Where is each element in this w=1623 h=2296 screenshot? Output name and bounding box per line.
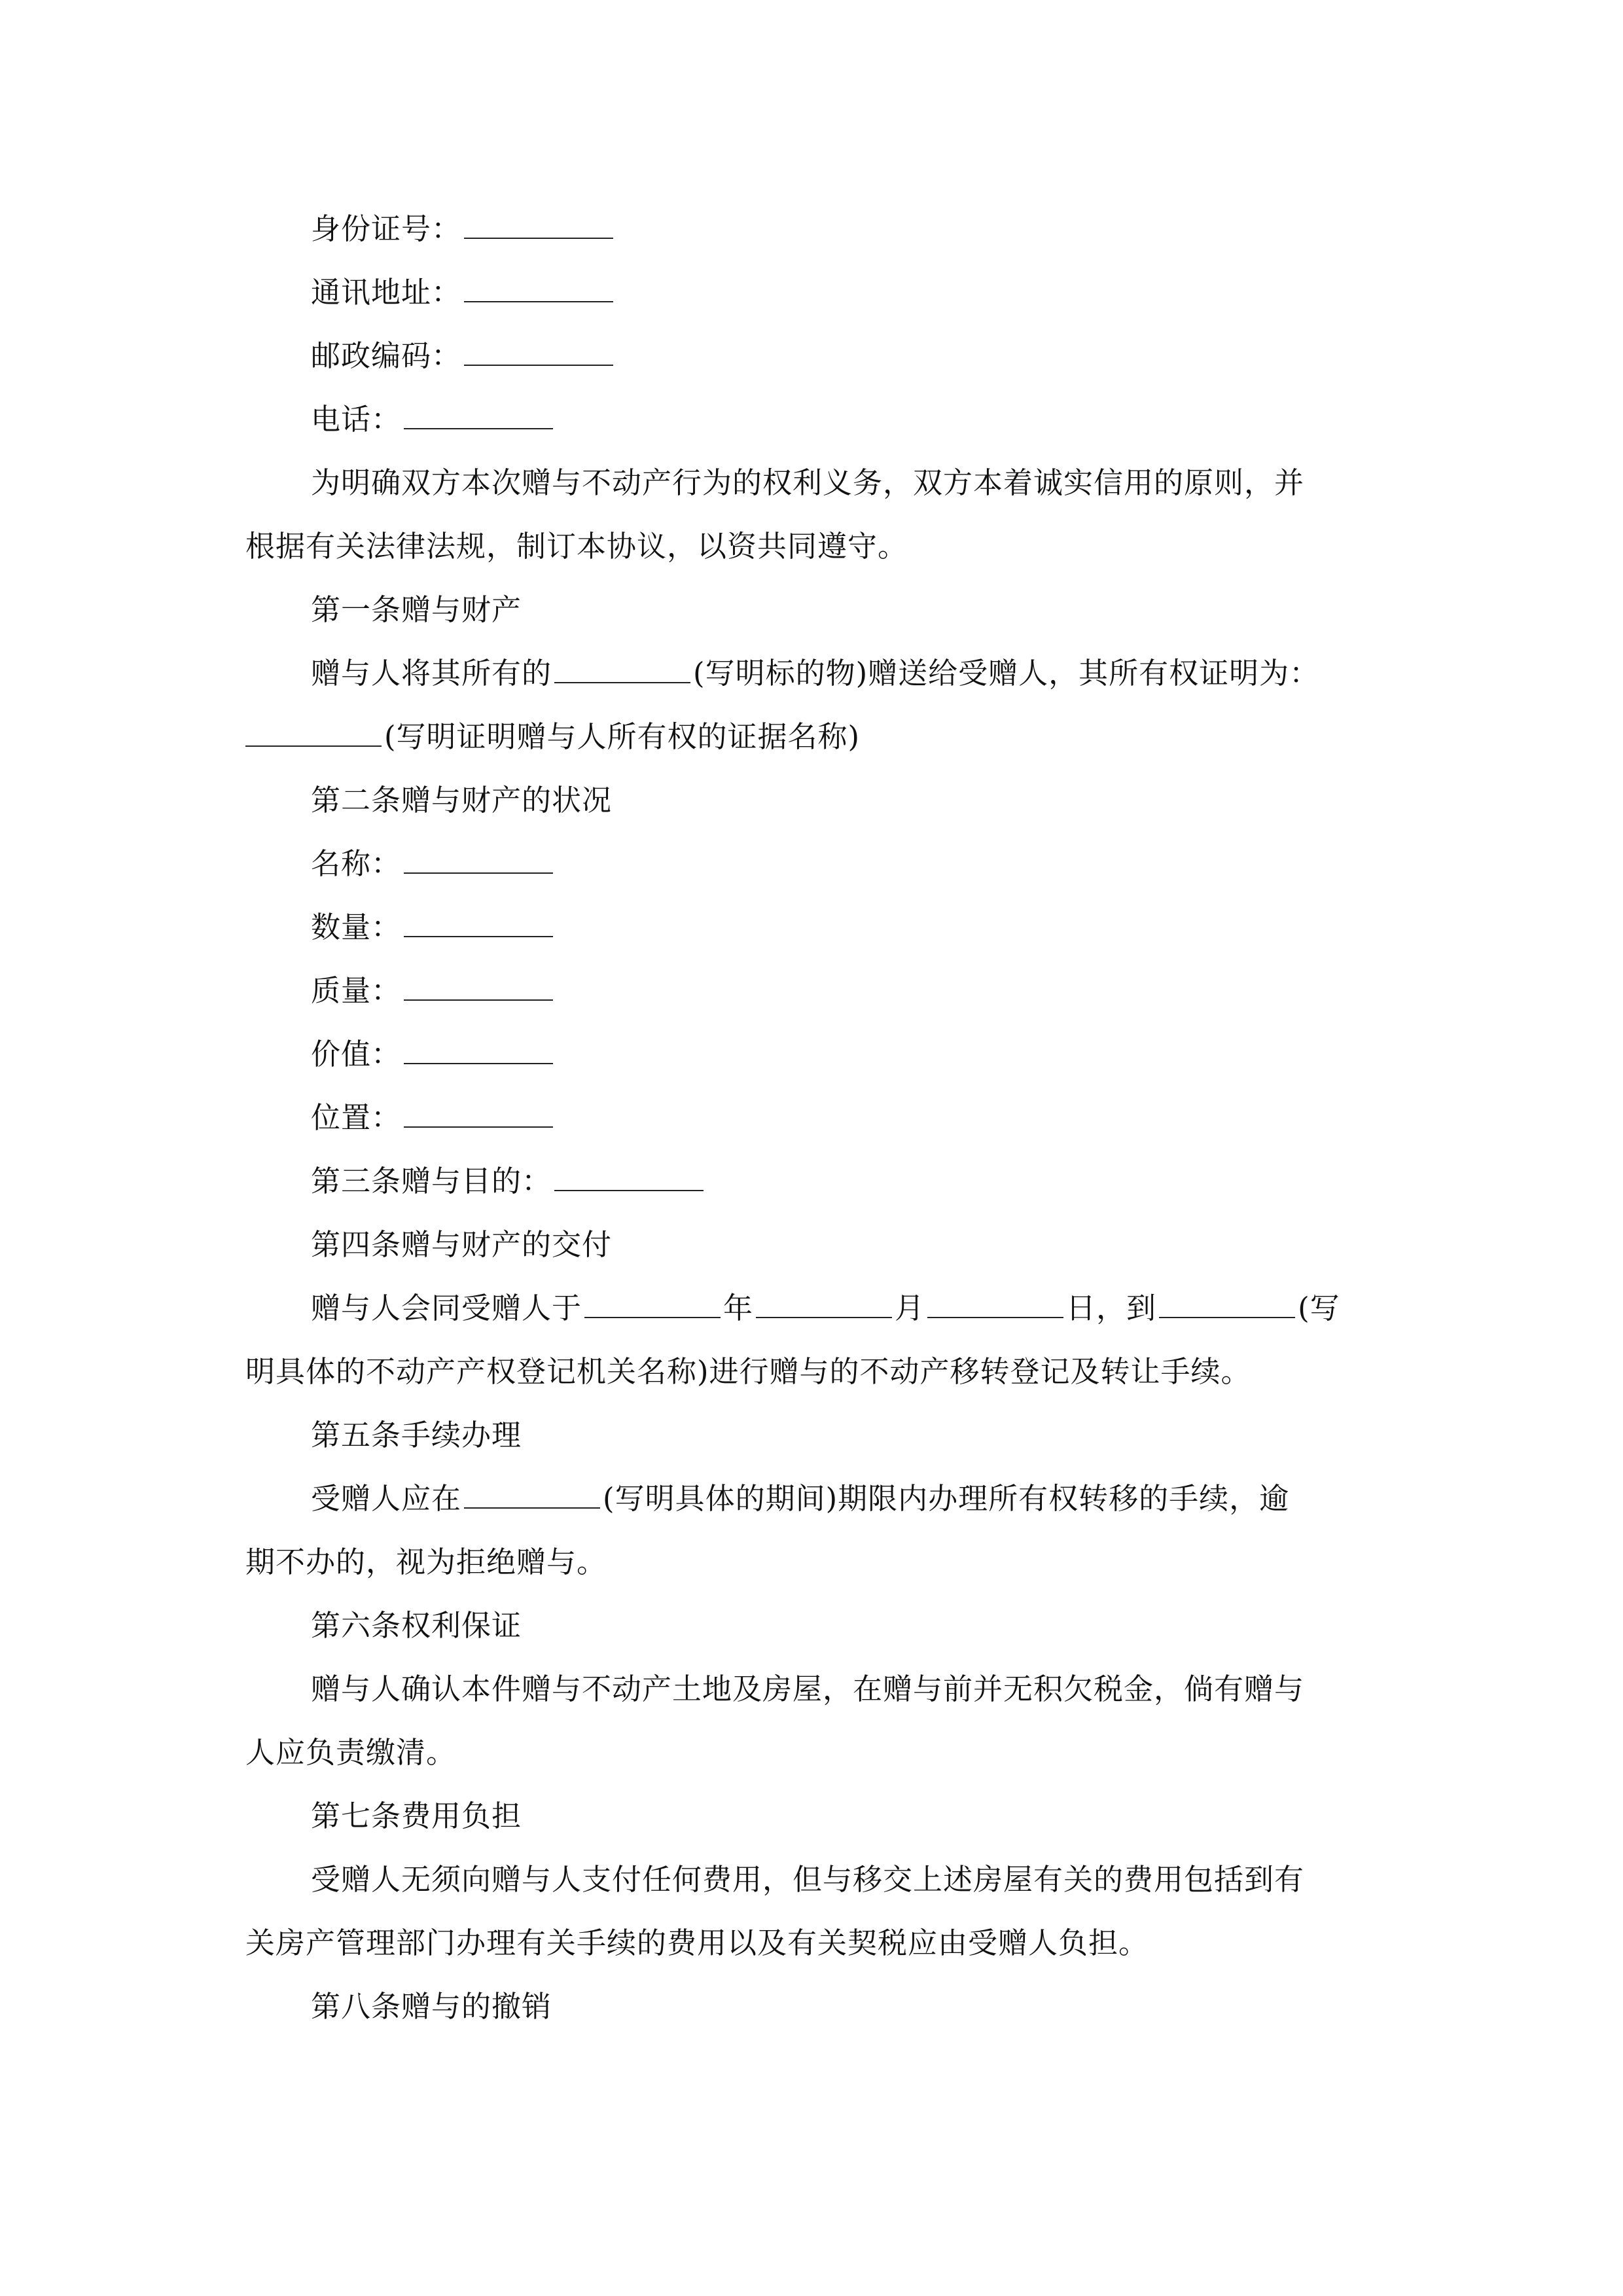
article-2-title: 第二条赠与财产的状况 xyxy=(311,783,613,817)
article-5-line-2: 期不办的，视为拒绝赠与。 xyxy=(245,1545,607,1579)
article-7-line-1: 受赠人无须向赠与人支付任何费用，但与移交上述房屋有关的费用包括到有 xyxy=(311,1862,1305,1897)
day-blank xyxy=(927,1289,1063,1318)
quality-blank xyxy=(404,972,553,1001)
article-4-line-1 xyxy=(311,1289,1391,1328)
quantity-blank xyxy=(404,908,553,937)
article-1-text-a: 赠与人将其所有的 xyxy=(311,656,552,691)
address-blank xyxy=(464,274,613,302)
year-blank xyxy=(584,1289,721,1318)
quantity-line xyxy=(311,908,1391,947)
period-blank xyxy=(464,1480,600,1509)
article-6-line-2: 人应负责缴清。 xyxy=(245,1735,457,1770)
article-1-line-1 xyxy=(311,654,1391,693)
article-5-text-a: 受赠人应在 xyxy=(311,1481,462,1516)
registry-blank xyxy=(1159,1289,1295,1318)
article-1-title: 第一条赠与财产 xyxy=(311,592,522,627)
preamble-line-1: 为明确双方本次赠与不动产行为的权利义务，双方本着诚实信用的原则，并 xyxy=(311,465,1305,500)
id-number-blank xyxy=(464,210,613,239)
ownership-proof-blank xyxy=(245,718,382,747)
article-5-title: 第五条手续办理 xyxy=(311,1418,522,1452)
quality-label: 质量： xyxy=(311,973,402,1008)
postcode-blank xyxy=(464,337,613,366)
article-1-text-b: (写明标的物)赠送给受赠人，其所有权证明为： xyxy=(693,656,1320,691)
article-6-title: 第六条权利保证 xyxy=(311,1608,522,1643)
article-7-line-2: 关房产管理部门办理有关手续的费用以及有关契税应由受赠人负担。 xyxy=(245,1926,1149,1960)
article-3-title: 第三条赠与目的： xyxy=(311,1164,552,1198)
day-label: 日，到 xyxy=(1066,1291,1157,1325)
phone-label: 电话： xyxy=(311,402,402,437)
name-line xyxy=(311,844,1391,884)
article-4-title: 第四条赠与财产的交付 xyxy=(311,1227,613,1262)
address-label: 通讯地址： xyxy=(311,275,462,310)
article-1-text-c: (写明证明赠与人所有权的证据名称) xyxy=(384,719,861,754)
article-4-text-a: 赠与人会同受赠人于 xyxy=(311,1291,582,1325)
quantity-label: 数量： xyxy=(311,910,402,944)
article-4-line-2: 明具体的不动产产权登记机关名称)进行赠与的不动产移转登记及转让手续。 xyxy=(245,1354,1251,1389)
article-3-line xyxy=(311,1162,1391,1201)
location-label: 位置： xyxy=(311,1100,402,1135)
phone-line xyxy=(311,400,1391,439)
location-blank xyxy=(404,1099,553,1128)
name-label: 名称： xyxy=(311,846,402,881)
postcode-label: 邮政编码： xyxy=(311,338,462,373)
id-number-line xyxy=(311,209,1391,249)
month-blank xyxy=(756,1289,892,1318)
location-line xyxy=(311,1098,1391,1138)
article-4-text-b: (写 xyxy=(1298,1291,1340,1325)
postcode-line xyxy=(311,336,1391,376)
month-label: 月 xyxy=(895,1291,925,1325)
name-blank xyxy=(404,845,553,874)
id-number-label: 身份证号： xyxy=(311,211,462,246)
quality-line xyxy=(311,971,1391,1011)
article-5-line-1 xyxy=(311,1479,1391,1518)
purpose-blank xyxy=(554,1162,704,1191)
year-label: 年 xyxy=(723,1291,754,1325)
value-blank xyxy=(404,1035,553,1064)
preamble-line-2: 根据有关法律法规，制订本协议，以资共同遵守。 xyxy=(245,529,908,564)
article-7-title: 第七条费用负担 xyxy=(311,1799,522,1833)
subject-matter-blank xyxy=(554,655,690,683)
value-line xyxy=(311,1035,1391,1074)
phone-blank xyxy=(404,401,553,429)
article-6-line-1: 赠与人确认本件赠与不动产土地及房屋，在赠与前并无积欠税金，倘有赠与 xyxy=(311,1672,1305,1706)
value-label: 价值： xyxy=(311,1037,402,1071)
article-1-line-2 xyxy=(245,717,1391,757)
address-line xyxy=(311,273,1391,312)
article-8-title: 第八条赠与的撤销 xyxy=(311,1989,552,2024)
article-5-text-b: (写明具体的期间)期限内办理所有权转移的手续，逾 xyxy=(603,1481,1290,1516)
